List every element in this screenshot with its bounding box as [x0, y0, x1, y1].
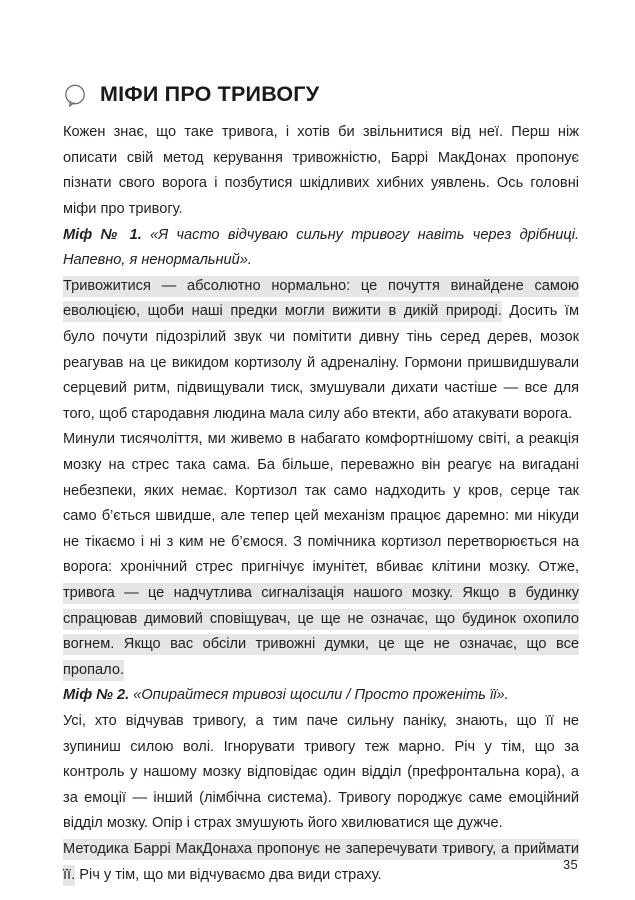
speech-bubble-icon	[64, 84, 86, 108]
paragraph-intro: Кожен знає, що таке тривога, і хотів би звільнитися від неї. Перш ніж описати свій метод керування тривожністю, Баррі МакДонах пропонує пізнати свого ворога і позбутися шкідливих хибних уявлень. Ось головні міфи про тривогу.	[63, 124, 579, 218]
paragraph-final-rest: Річ у тім, що ми відчуваємо два види страху.	[75, 866, 382, 883]
paragraph-myth1-a-rest: Досить їм було почути підозрілий звук чи помітити дивну тінь серед дерев, мозок реагував на це викидом кортизолу й адреналіну. Гормони пришвидшували серцевий ритм, підвищували тиск, змушували дихати частіше — все для того, щоб стародавня людина мала силу або втекти, або атакувати ворога.	[63, 303, 579, 422]
page-number: 35	[562, 857, 578, 872]
page-content	[63, 0, 579, 888]
myth-1-label: Міф № 1.	[63, 226, 142, 243]
chapter-heading	[63, 70, 579, 120]
highlight-method: Методика Баррі МакДонаха пропонує не заперечувати тривогу, а приймати її.	[63, 839, 579, 886]
paragraph-final	[63, 837, 579, 888]
highlight-evolution: Тривожитися — абсолютно нормально: це почуття винайдене самою еволюцією, щоби наші предки могли вижити в дикій природі.	[63, 276, 579, 323]
paragraph-myth1-a	[63, 274, 579, 428]
paragraph-myth2-body: Усі, хто відчував тривогу, а тим паче сильну паніку, знають, що її не зупиниш силою волі. Ігнорувати тривогу теж марно. Річ у тім, що за контроль у нашому мозку відповідає один відділ (префронтальна кора), а за емоції — інший (лімбічна система). Тривогу породжує саме емоційний відділ мозку. Опір і страх змушують його хвилюватися ще дужче.	[63, 712, 579, 832]
paragraph-myth1-b	[63, 427, 579, 683]
paragraph-myth1-b-plain: Минули тисячоліття, ми живемо в набагато комфортнішому світі, а реакція мозку на стрес така сама. Ба більше, переважно він реагує на вигадані небезпеки, яких немає. Кортизол так само надходить у кров, серце так само б’ється швидше, але тепер цей механізм працює даремно: ми нікуди не тікаємо і ні з ким не б’ємося. З помічника кортизол перетворюється на ворога: хронічний стрес пригнічує імунітет, вбиває клітини мозку. Отже,	[63, 431, 579, 576]
myth-2-quote-text: «Опирайтеся тривозі щосили / Просто проженіть її».	[133, 687, 509, 704]
highlight-alarm-system: тривога — це надчутлива сигналізація нашого мозку. Якщо в будинку спрацював димовий сповіщувач, це ще не означає, що будинок охопило вогнем. Якщо вас обсіли тривожні думки, це ще не означає, що все пропало.	[63, 583, 579, 681]
myth-2-label: Міф № 2.	[63, 687, 130, 704]
myth-1-quote-text: «Я часто відчуваю сильну тривогу навіть через дрібниці. Напевно, я ненормальний».	[63, 226, 579, 269]
myth-2-quote	[129, 687, 508, 703]
myth-2-heading	[63, 683, 579, 709]
myth-1-heading	[63, 223, 579, 274]
page-title: МІФИ ПРО ТРИВОГУ	[100, 82, 320, 107]
